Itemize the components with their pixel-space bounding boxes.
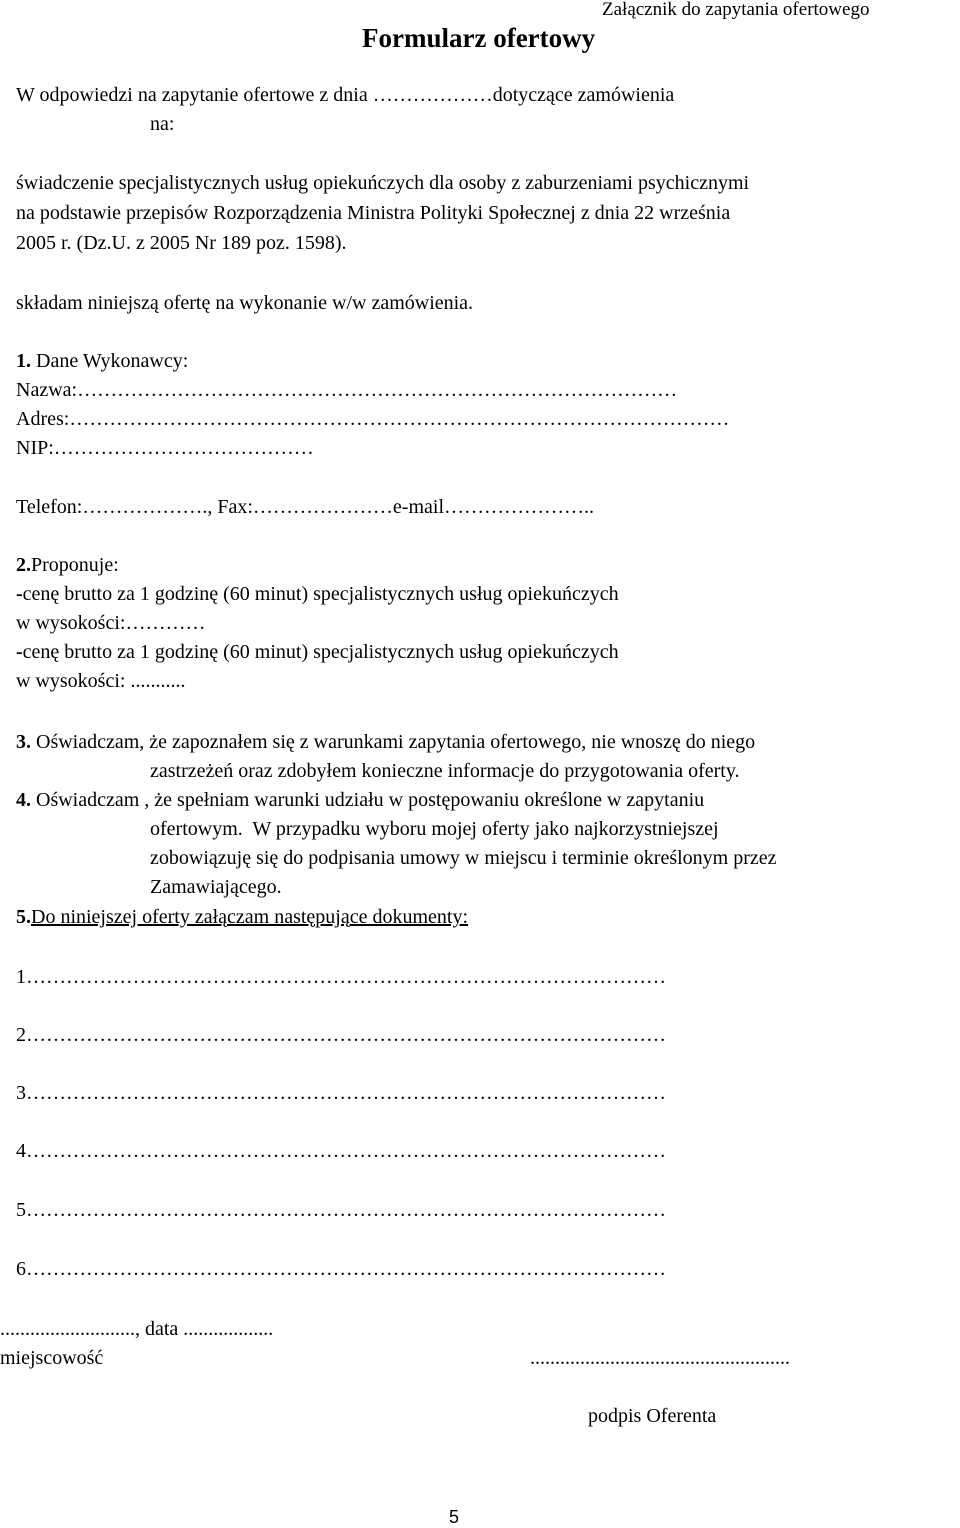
- price-item-2-dash: -: [16, 641, 23, 663]
- contractor-address-label: Adres:: [16, 408, 70, 430]
- price-item-1-dash: -: [16, 583, 23, 605]
- price-item-1-amount-label: w wysokości:: [16, 612, 126, 634]
- section-2-number: 2.: [16, 554, 31, 576]
- subject-line-2: na podstawie przepisów Rozporządzenia Ministra Polityki Społecznej z dnia 22 września: [16, 202, 731, 224]
- price-item-1: [16, 579, 619, 609]
- attachment-note: Załącznik do zapytania ofertowego: [602, 0, 870, 20]
- subject-line-1: świadczenie specjalistycznych usług opiekuńczych dla osoby z zaburzeniami psychicznymi: [16, 172, 750, 194]
- section-4-line-3: zobowiązuję się do podpisania umowy w miejscu i terminie określonym przez: [150, 847, 777, 869]
- intro-line-2: na:: [150, 113, 175, 135]
- section-4-line-2: ofertowym. W przypadku wyboru mojej oferty jako najkorzystniejszej: [150, 818, 719, 840]
- page-number: 5: [449, 1507, 460, 1527]
- attachment-item-1-number: 1: [16, 966, 26, 988]
- page-title: Formularz ofertowy: [362, 23, 596, 53]
- section-3-line-2: zastrzeżeń oraz zdobyłem konieczne informacje do przygotowania oferty.: [150, 760, 740, 782]
- place-date-line[interactable]: ..........................., data ..................: [0, 1318, 274, 1340]
- price-item-2-amount-dots: ...........: [130, 670, 186, 692]
- intro-date-dots: ………………: [372, 84, 493, 106]
- attachment-item-6-dots: ……………………………………………………………………………………: [26, 1258, 666, 1280]
- intro-text-left: W odpowiedzi na zapytanie ofertowe z dnia: [16, 84, 373, 106]
- section-5-title: Do niniejszej oferty załączam następujące dokumenty:: [31, 906, 469, 928]
- section-4-line-4: Zamawiającego.: [150, 876, 282, 898]
- fax-field[interactable]: …………………: [252, 496, 393, 518]
- intro-text-right: dotyczące zamówienia: [492, 84, 675, 106]
- section-3-line-1: [16, 727, 755, 757]
- price-item-1-amount[interactable]: [16, 608, 205, 638]
- section-5-heading: [16, 902, 468, 932]
- intro-line-1: [16, 80, 674, 110]
- section-5-number: 5.: [16, 906, 31, 928]
- contractor-nip-label: NIP:: [16, 437, 54, 459]
- attachment-item-5-dots: ……………………………………………………………………………………: [26, 1199, 666, 1221]
- price-item-2-amount-label: w wysokości:: [16, 670, 131, 692]
- attachment-item-4[interactable]: [16, 1136, 666, 1166]
- price-item-1-text: cenę brutto za 1 godzinę (60 minut) specjalistycznych usług opiekuńczych: [22, 583, 619, 605]
- contractor-name-label: Nazwa:: [16, 379, 78, 401]
- section-4-number: 4.: [16, 789, 31, 811]
- contractor-name-dots: ………………………………………………………………………………: [77, 379, 678, 401]
- fax-label: , Fax:: [207, 496, 253, 518]
- email-field[interactable]: …………………..: [444, 496, 595, 518]
- phone-label: Telefon:: [16, 496, 83, 518]
- attachment-item-3[interactable]: [16, 1078, 666, 1108]
- attachment-item-5-number: 5: [16, 1199, 26, 1221]
- price-item-2: [16, 637, 619, 667]
- price-item-2-text: cenę brutto za 1 godzinę (60 minut) specjalistycznych usług opiekuńczych: [22, 641, 619, 663]
- attachment-item-2-number: 2: [16, 1024, 26, 1046]
- price-item-2-amount[interactable]: [16, 666, 185, 696]
- section-1-number: 1.: [16, 350, 31, 372]
- contact-line: [16, 492, 594, 522]
- contractor-address-dots: ………………………………………………………………………………………: [69, 408, 730, 430]
- section-4-line-1: [16, 785, 704, 815]
- attachment-item-4-number: 4: [16, 1140, 26, 1162]
- phone-field[interactable]: ……………….: [82, 496, 208, 518]
- attachment-item-6-number: 6: [16, 1258, 26, 1280]
- section-3-number: 3.: [16, 731, 31, 753]
- section-1-title: Dane Wykonawcy:: [31, 350, 189, 372]
- section-2-heading: [16, 550, 119, 580]
- contractor-nip-dots: …………………………………: [53, 437, 314, 459]
- attachment-item-6[interactable]: [16, 1254, 666, 1284]
- attachment-item-1[interactable]: [16, 962, 666, 992]
- subject-line-3: 2005 r. (Dz.U. z 2005 Nr 189 poz. 1598).: [16, 232, 347, 254]
- price-item-1-amount-dots: …………: [125, 612, 206, 634]
- section-3-text-1: Oświadczam, że zapoznałem się z warunkami zapytania ofertowego, nie wnoszę do niego: [31, 731, 756, 753]
- section-4-text-1: Oświadczam , że spełniam warunki udziału w postępowaniu określone w zapytaniu: [31, 789, 705, 811]
- attachment-item-2[interactable]: [16, 1020, 666, 1050]
- contractor-nip-field[interactable]: [16, 433, 314, 463]
- signature-label: podpis Oferenta: [588, 1405, 717, 1427]
- contractor-name-field[interactable]: [16, 375, 677, 405]
- attachment-item-1-dots: ……………………………………………………………………………………: [26, 966, 666, 988]
- attachment-item-3-number: 3: [16, 1082, 26, 1104]
- offer-line: składam niniejszą ofertę na wykonanie w/w zamówienia.: [16, 292, 474, 314]
- attachment-item-3-dots: ……………………………………………………………………………………: [26, 1082, 666, 1104]
- section-2-title: Proponuje:: [31, 554, 119, 576]
- attachment-item-2-dots: ……………………………………………………………………………………: [26, 1024, 666, 1046]
- attachment-item-5[interactable]: [16, 1195, 666, 1225]
- attachment-item-4-dots: ……………………………………………………………………………………: [26, 1140, 666, 1162]
- place-label: miejscowość: [0, 1347, 104, 1369]
- email-label: e-mail: [392, 496, 445, 518]
- section-1-heading: [16, 346, 188, 376]
- signature-dots[interactable]: ....................................................: [530, 1347, 790, 1369]
- contractor-address-field[interactable]: [16, 404, 729, 434]
